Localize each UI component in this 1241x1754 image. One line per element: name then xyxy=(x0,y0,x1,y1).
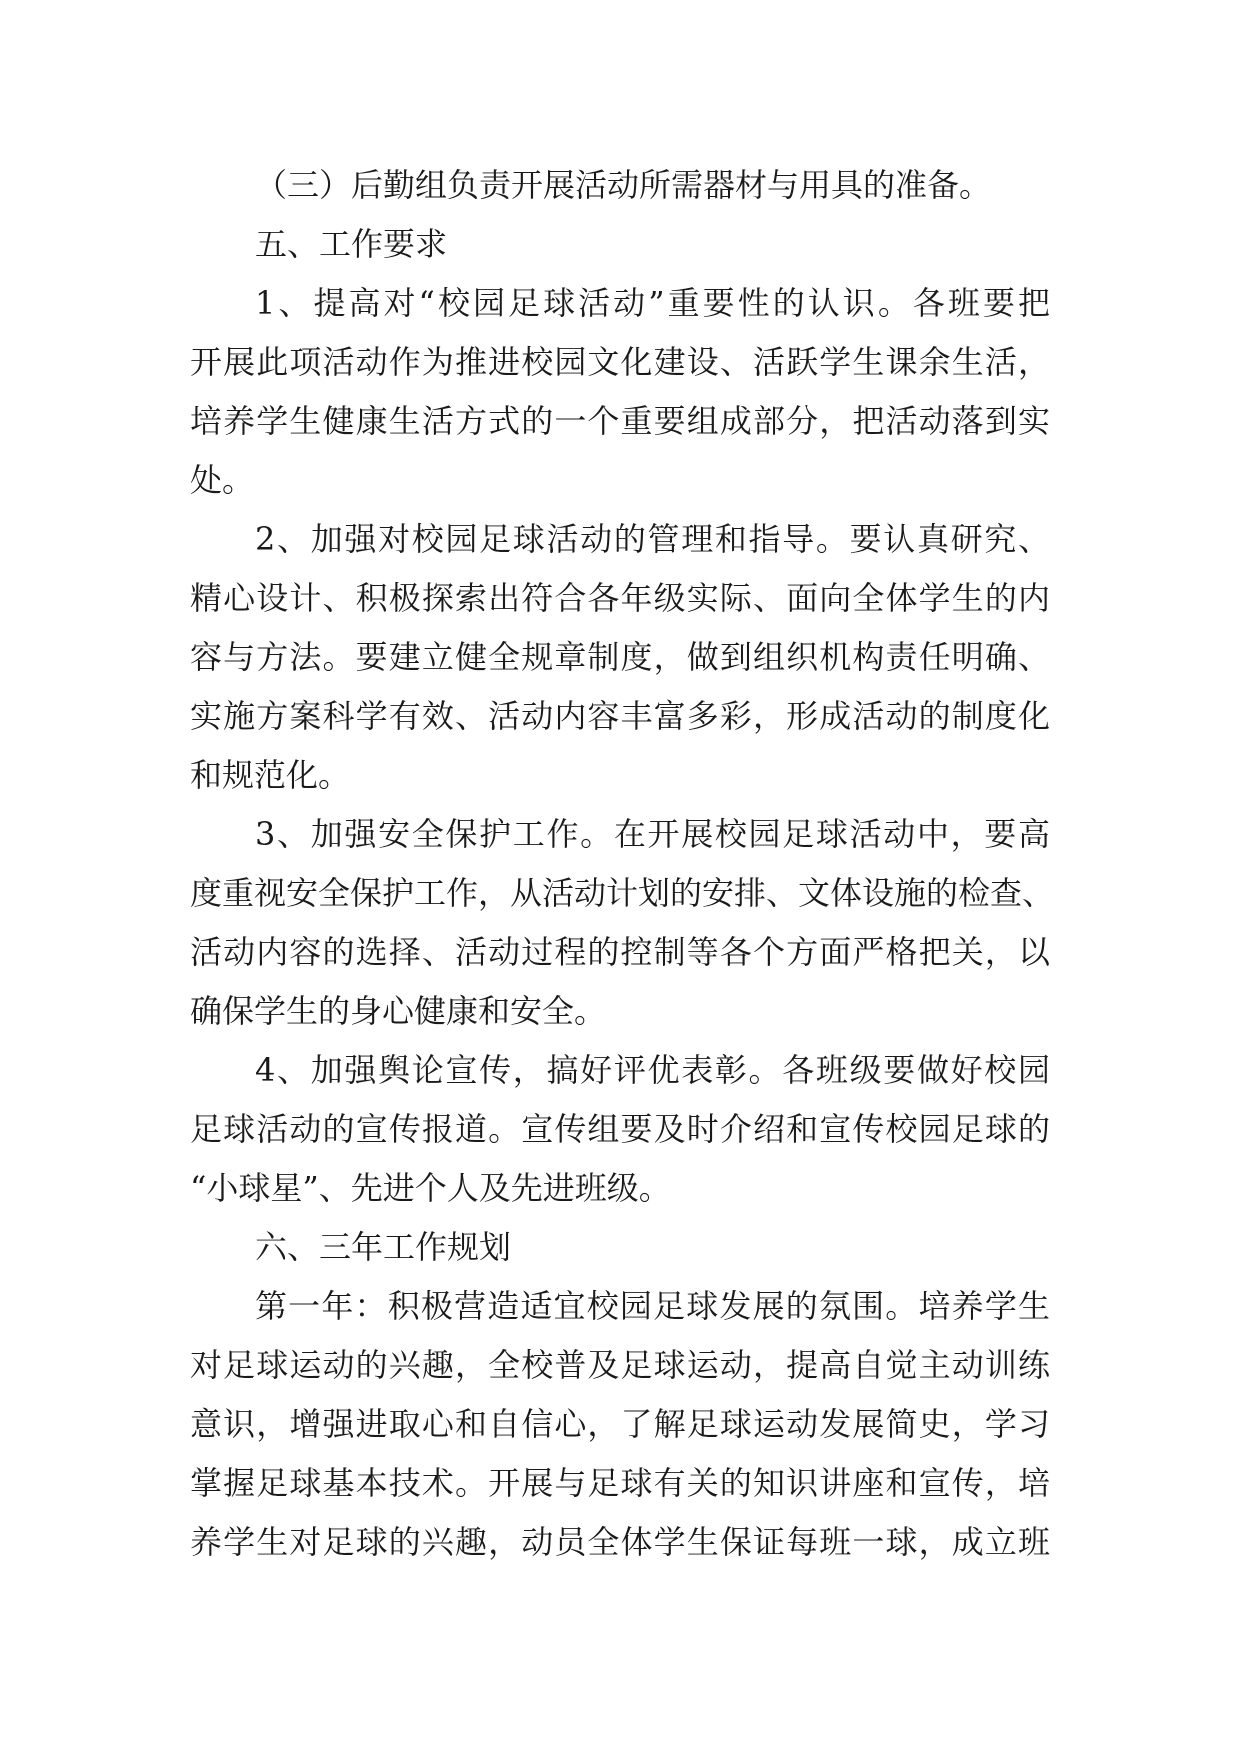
paragraph-line: 精心设计、积极探索出符合各年级实际、面向全体学生的内 xyxy=(190,579,1050,617)
section-heading: 五、工作要求 xyxy=(255,225,448,263)
paragraph-line: 意识，增强进取心和自信心，了解足球运动发展简史，学习 xyxy=(190,1405,1050,1443)
paragraph-line: 实施方案科学有效、活动内容丰富多彩，形成活动的制度化 xyxy=(190,697,1050,735)
paragraph-line: “小球星”、先进个人及先进班级。 xyxy=(190,1169,671,1207)
paragraph-line: 足球活动的宣传报道。宣传组要及时介绍和宣传校园足球的 xyxy=(190,1110,1050,1148)
paragraph-line: 4、加强舆论宣传，搞好评优表彰。各班级要做好校园 xyxy=(255,1051,1050,1089)
paragraph-line: 第一年：积极营造适宜校园足球发展的氛围。培养学生 xyxy=(255,1287,1050,1325)
paragraph-line: 和规范化。 xyxy=(190,756,351,794)
section-heading: 六、三年工作规划 xyxy=(255,1228,512,1266)
paragraph-line: （三）后勤组负责开展活动所需器材与用具的准备。 xyxy=(255,166,992,204)
paragraph-line: 1、提高对“校园足球活动”重要性的认识。各班要把 xyxy=(255,284,1050,322)
paragraph-line: 活动内容的选择、活动过程的控制等各个方面严格把关，以 xyxy=(190,933,1050,971)
paragraph-line: 3、加强安全保护工作。在开展校园足球活动中，要高 xyxy=(255,815,1050,853)
paragraph-line: 确保学生的身心健康和安全。 xyxy=(190,992,607,1030)
paragraph-line: 培养学生健康生活方式的一个重要组成部分，把活动落到实 xyxy=(190,402,1050,440)
paragraph-line: 养学生对足球的兴趣，动员全体学生保证每班一球，成立班 xyxy=(190,1523,1050,1561)
paragraph-line: 开展此项活动作为推进校园文化建设、活跃学生课余生活， xyxy=(190,343,1050,381)
paragraph-line: 对足球运动的兴趣，全校普及足球运动，提高自觉主动训练 xyxy=(190,1346,1050,1384)
paragraph-line: 容与方法。要建立健全规章制度，做到组织机构责任明确、 xyxy=(190,638,1050,676)
paragraph-line: 度重视安全保护工作，从活动计划的安排、文体设施的检查、 xyxy=(190,874,1055,912)
paragraph-line: 处。 xyxy=(190,461,255,499)
paragraph-line: 2、加强对校园足球活动的管理和指导。要认真研究、 xyxy=(255,520,1050,558)
paragraph-line: 掌握足球基本技术。开展与足球有关的知识讲座和宣传，培 xyxy=(190,1464,1050,1502)
